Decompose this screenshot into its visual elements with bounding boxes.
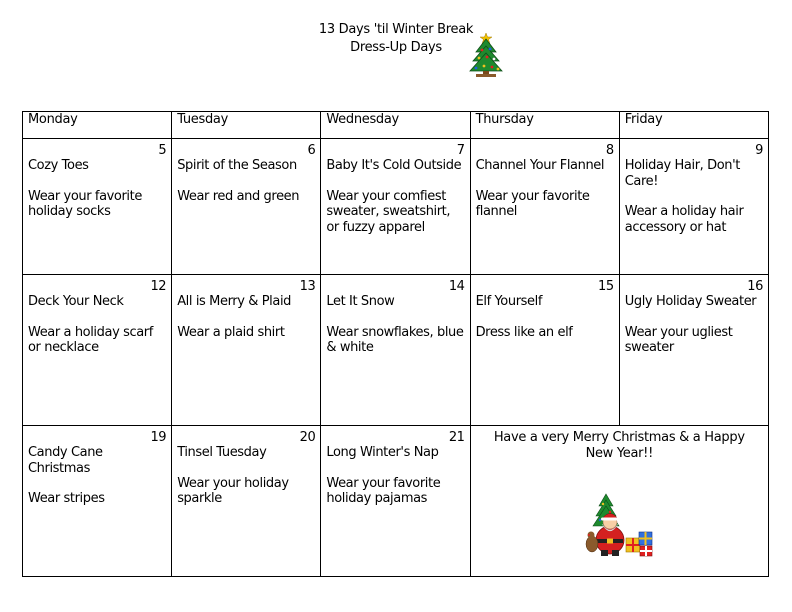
day-cell [23,139,172,275]
day-cell [470,139,619,275]
page-header [0,21,792,57]
week-row [23,139,769,275]
day-theme: Long Winter's Nap [326,445,439,460]
day-theme: Holiday Hair, Don't Care! [624,158,740,189]
day-cell [321,426,470,577]
day-theme: Candy Cane Christmas [28,445,103,476]
day-cell [172,275,321,426]
day-instruction: Wear a holiday hair accessory or hat [624,204,744,235]
day-theme: Elf Yourself [475,294,543,309]
day-number: 8 [605,143,614,158]
day-cell [619,275,768,426]
day-cell [619,139,768,275]
day-number: 19 [150,430,167,445]
day-number: 7 [456,143,465,158]
day-instruction: Wear your ugliest sweater [624,324,733,355]
day-number: 20 [299,430,316,445]
day-instruction: Wear a holiday scarf or necklace [28,324,153,355]
holiday-greeting: Have a very Merry Christmas & a Happy New Year!! [493,430,745,461]
day-number: 14 [448,279,465,294]
weekday-thursday: Thursday [470,112,619,139]
page-title: 13 Days 'til Winter Break [318,22,474,37]
day-instruction: Wear your favorite holiday socks [28,188,142,219]
day-cell [23,275,172,426]
day-cell [23,426,172,577]
day-number: 13 [299,279,316,294]
day-cell [321,275,470,426]
day-theme: Tinsel Tuesday [177,445,267,460]
day-theme: Let It Snow [326,294,395,309]
day-number: 5 [158,143,167,158]
day-number: 15 [598,279,614,294]
day-theme: All is Merry & Plaid [177,294,292,309]
day-number: 9 [755,143,763,158]
day-theme: Baby It's Cold Outside [326,158,462,173]
day-instruction: Wear your holiday sparkle [177,475,289,506]
weekday-wednesday: Wednesday [321,112,470,139]
week-row [23,426,769,577]
day-number: 21 [448,430,465,445]
weekday-header-row [23,112,769,139]
day-theme: Cozy Toes [28,158,89,173]
day-cell [172,426,321,577]
weekday-friday: Friday [619,112,768,139]
day-theme: Spirit of the Season [177,158,297,173]
dress-up-calendar [22,111,769,577]
day-instruction: Wear stripes [28,491,105,506]
page-subtitle: Dress-Up Days [350,40,442,55]
christmas-tree-icon [468,30,504,80]
day-theme: Deck Your Neck [28,294,124,309]
day-cell [172,139,321,275]
day-instruction: Wear snowflakes, blue & white [326,324,464,355]
santa-icon [582,492,654,558]
day-number: 12 [150,279,167,294]
day-instruction: Dress like an elf [475,324,573,340]
day-theme: Channel Your Flannel [475,158,605,173]
weekday-tuesday: Tuesday [172,112,321,139]
day-theme: Ugly Holiday Sweater [624,294,757,309]
day-cell [470,275,619,426]
day-instruction: Wear a plaid shirt [177,324,285,340]
day-instruction: Wear red and green [177,188,300,204]
day-instruction: Wear your comfiest sweater, sweatshirt, or fuzzy apparel [326,188,451,235]
day-cell [321,139,470,275]
day-number: 6 [307,143,316,158]
day-instruction: Wear your favorite flannel [475,188,590,219]
weekday-monday: Monday [23,112,172,139]
day-number: 16 [747,279,763,294]
greeting-cell [470,426,768,577]
day-instruction: Wear your favorite holiday pajamas [326,475,441,506]
week-row [23,275,769,426]
